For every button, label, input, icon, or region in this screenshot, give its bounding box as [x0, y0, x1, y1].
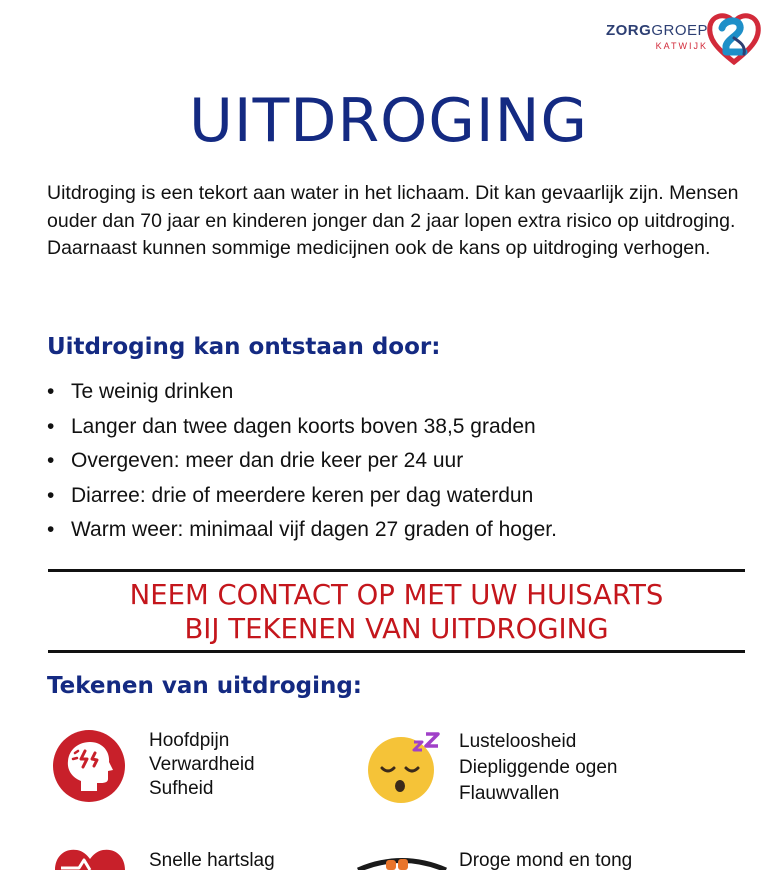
symptom-item: Lusteloosheid: [459, 731, 577, 752]
divider-top: [48, 569, 745, 572]
list-item: • Te weinig drinken: [47, 375, 557, 410]
dry-mouth-icon: [356, 855, 448, 870]
list-item: • Diarree: drie of meerdere keren per dag waterdun: [47, 479, 557, 514]
causes-heading: Uitdroging kan ontstaan door:: [47, 334, 441, 360]
symptom-item: Hoofdpijn: [149, 730, 230, 751]
contact-callout: [48, 578, 745, 646]
headache-icon: [51, 729, 127, 803]
intro-paragraph: Uitdroging is een tekort aan water in het lichaam. Dit kan gevaarlijk zijn. Mensen ouder dan 70 jaar en kinderen jonger dan 2 jaar lopen extra risico op uitdroging. Daarnaast kunnen sommige medicijnen ook de kans op uitdroging verhogen.: [47, 182, 739, 259]
causes-list: [47, 375, 557, 548]
logo-location: KATWIJK: [655, 41, 708, 51]
page-title: UITDROGING: [189, 86, 588, 156]
sleepy-face-icon: [366, 730, 444, 804]
symptoms-group-4: [459, 849, 632, 873]
logo-text: [604, 22, 708, 51]
symptoms-group-1: [149, 729, 255, 801]
list-item: • Langer dan twee dagen koorts boven 38,5 graden: [47, 410, 557, 445]
symptom-item: Sufheid: [149, 778, 214, 799]
list-item: • Overgeven: meer dan drie keer per 24 uur: [47, 444, 557, 479]
callout-line-2: BIJ TEKENEN VAN UITDROGING: [184, 613, 609, 645]
signs-heading: Tekenen van uitdroging:: [47, 673, 363, 699]
symptoms-group-3: [149, 849, 275, 873]
symptom-item: Diepliggende ogen: [459, 757, 618, 778]
divider-bottom: [48, 650, 745, 653]
logo-brand-light: GROEP: [651, 22, 708, 39]
list-item: • Warm weer: minimaal vijf dagen 27 graden of hoger.: [47, 513, 557, 548]
logo-heart-icon: [704, 8, 764, 68]
symptom-item: Droge mond en tong: [459, 850, 633, 871]
heart-rate-icon: [51, 848, 129, 870]
callout-line-1: NEEM CONTACT OP MET UW HUISARTS: [129, 579, 664, 611]
brand-logo: [600, 8, 770, 70]
symptom-item: Snelle hartslag: [149, 850, 275, 871]
symptom-item: Flauwvallen: [459, 783, 560, 804]
symptom-item: Verwardheid: [149, 754, 255, 775]
symptoms-group-2: [459, 729, 617, 807]
logo-brand-bold: ZORG: [605, 22, 652, 39]
